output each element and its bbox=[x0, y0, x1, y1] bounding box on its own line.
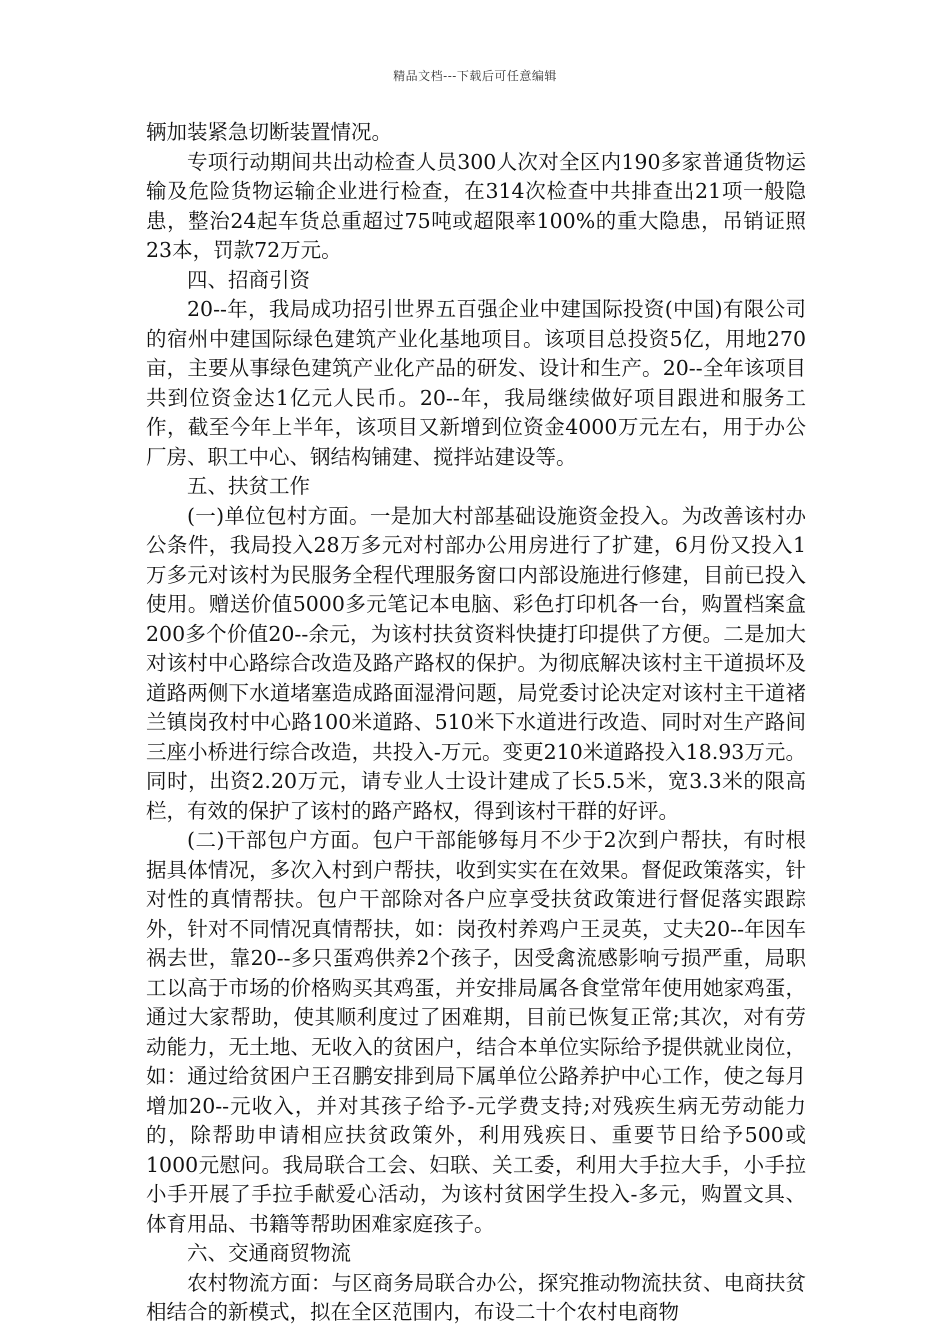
section-heading: 六、交通商贸物流 bbox=[187, 1241, 351, 1265]
section-heading: 四、招商引资 bbox=[187, 267, 310, 292]
paragraph: (一)单位包村方面。一是加大村部基础设施资金投入。为改善该村办公条件，我局投入28万多元对村部办公用房进行了扩建，6月份又投入1万多元对该村为民服务全程代理服务窗口内部设施进行修建，目前已投入使用。赠送价值5000多元笔记本电脑、彩色打印机各一台，购置档案盒200多个价值20--余元，为该村扶贫资料快捷打印提供了方便。二是加大对该村中心路综合改造及路产路权的保护。为彻底解决该村主干道损坏及道路两侧下水道堵塞造成路面湿滑问题，局党委讨论决定对该村主干道褚兰镇岗孜村中心路100米道路、510米下水道进行改造、同时对生产路间三座小桥进行综合改造，共投入-万元。变更210米道路投入18.93万元。同时，出资2.20万元，请专业人士设计建成了长5.5米，宽3.3米的限高栏，有效的保护了该村的路产路权，得到该村干群的好评。 bbox=[146, 503, 806, 823]
page-header: 精品文档---下载后可任意编辑 bbox=[393, 69, 557, 83]
paragraph: 20--年，我局成功招引世界五百强企业中建国际投资(中国)有限公司的宿州中建国际绿色建筑产业化基地项目。该项目总投资5亿，用地270亩，主要从事绿色建筑产业化产品的研发、设计和生产。20--全年该项目共到位资金达1亿元人民币。20--年，我局继续做好项目跟进和服务工作，截至今年上半年，该项目又新增到位资金4000万元左右，用于办公厂房、职工中心、钢结构铺建、搅拌站建设等。 bbox=[146, 297, 806, 469]
paragraph: 辆加装紧急切断装置情况。 bbox=[146, 120, 392, 144]
paragraph: (二)干部包户方面。包户干部能够每月不少于2次到户帮扶，有时根据具体情况，多次入村到户帮扶，收到实实在在效果。督促政策落实，针对性的真情帮扶。包户干部除对各户应享受扶贫政策进行督促落实跟踪外，针对不同情况真情帮扶，如：岗孜村养鸡户王灵英，丈夫20--年因车祸去世，靠20--多只蛋鸡供养2个孩子，因受禽流感影响亏损严重，局职工以高于市场的价格购买其鸡蛋，并安排局属各食堂常年使用她家鸡蛋，通过大家帮助，使其顺利度过了困难期，目前已恢复正常;其次，对有劳动能力，无土地、无收入的贫困户，结合本单位实际给予提供就业岗位，如：通过给贫困户王召鹏安排到局下属单位公路养护中心工作，使之每月增加20--元收入，并对其孩子给予-元学费支持;对残疾生病无劳动能力的，除帮助申请相应扶贫政策外，利用残疾日、重要节日给予500或1000元慰问。我局联合工会、妇联、关工委，利用大手拉大手，小手拉小手开展了手拉手献爱心活动，为该村贫困学生投入-多元，购置文具、体育用品、书籍等帮助困难家庭孩子。 bbox=[146, 828, 806, 1236]
paragraph: 农村物流方面：与区商务局联合办公，探究推动物流扶贫、电商扶贫相结合的新模式，拟在全区范围内，布设二十个农村电商物 bbox=[146, 1270, 806, 1324]
paragraph: 专项行动期间共出动检查人员300人次对全区内190多家普通货物运输及危险货物运输企业进行检查，在314次检查中共排查出21项一般隐患，整治24起车货总重超过75吨或超限率100%的重大隐患，吊销证照23本，罚款72万元。 bbox=[146, 149, 806, 262]
document-body bbox=[146, 118, 806, 1328]
section-heading: 五、扶贫工作 bbox=[187, 474, 310, 498]
